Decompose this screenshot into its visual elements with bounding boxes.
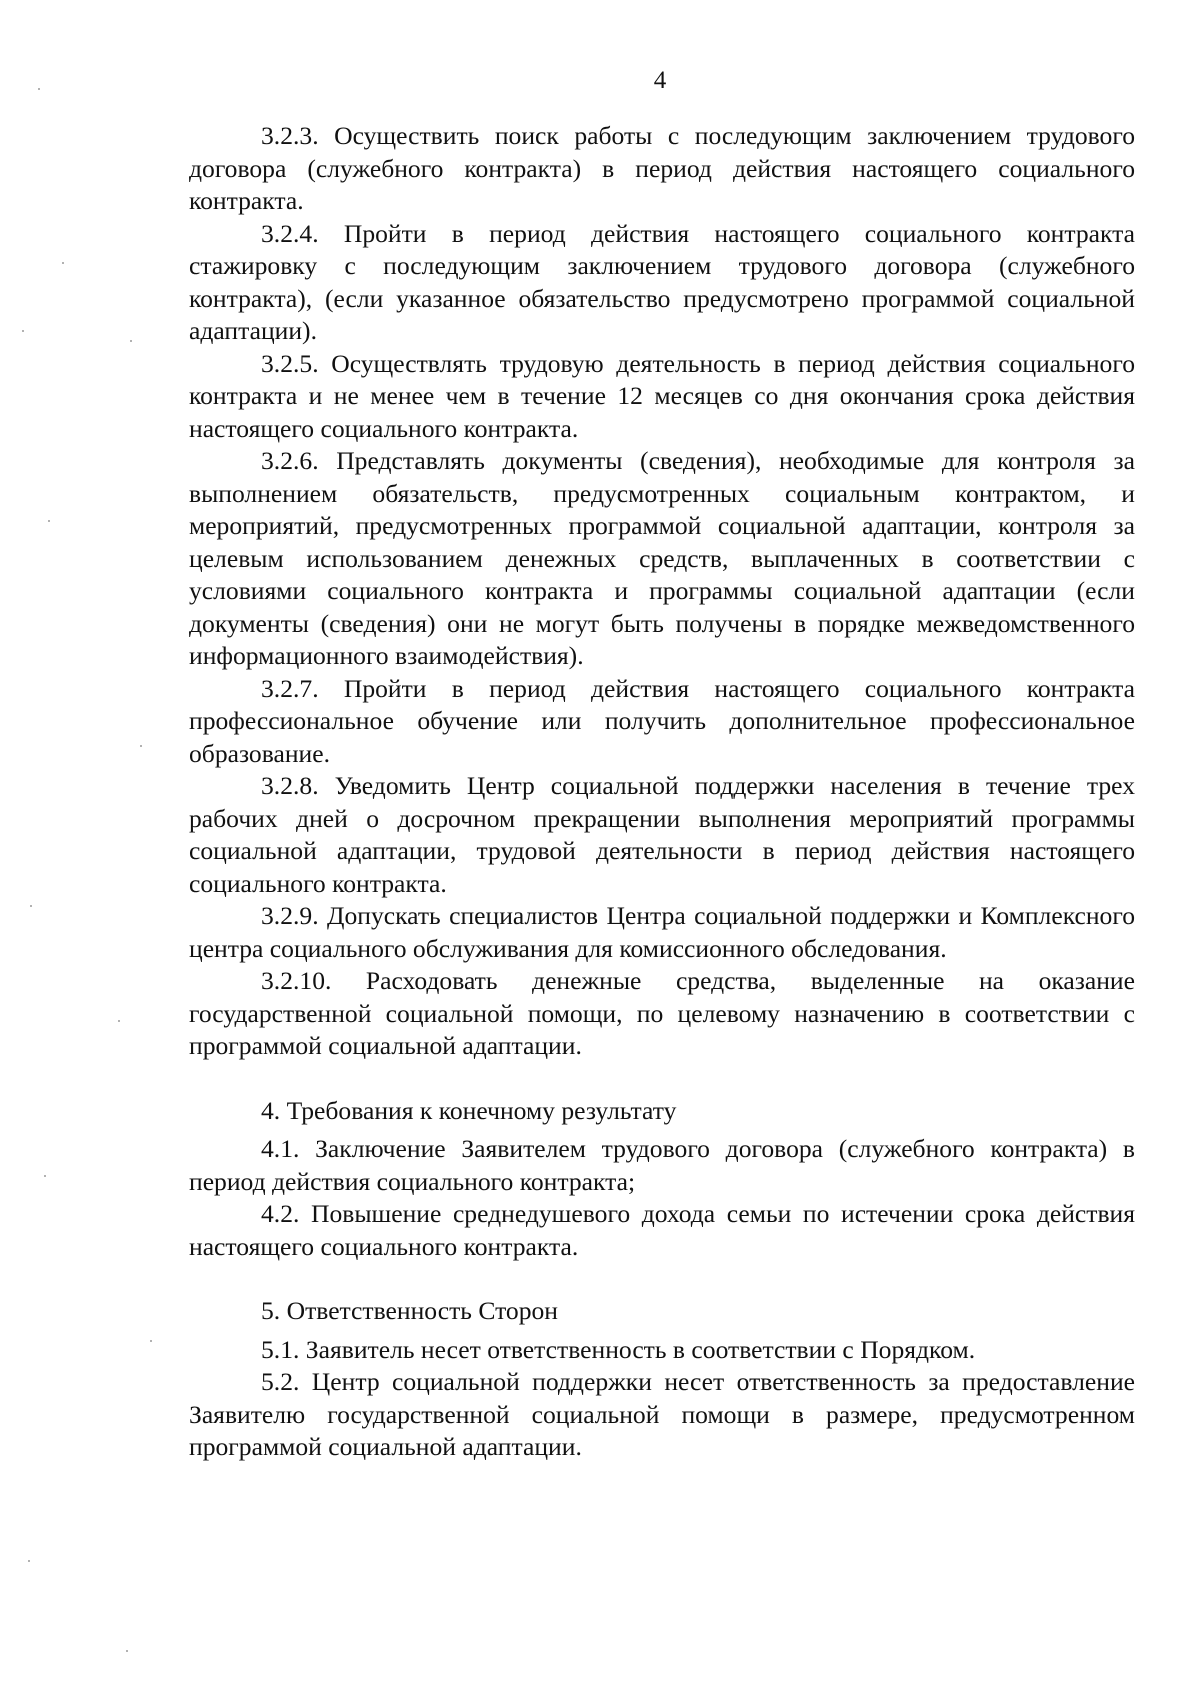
- scan-speck: [38, 88, 40, 90]
- scan-speck: [28, 1560, 30, 1562]
- scan-speck: [126, 1650, 128, 1652]
- scan-speck: [48, 520, 50, 522]
- clause-3-2-6: 3.2.6. Представлять документы (сведения), необходимые для контроля за выполнением обязательств, предусмотренных социальным контрактом, и мероприятий, предусмотренных программой социальной адаптации, контроля за целевым использованием денежных средств, выплаченных в соответствии с условиями социального контракта и программы социальной адаптации (если документы (сведения) они не могут быть получены в порядке межведомственного информационного взаимодействия).: [189, 446, 1135, 670]
- clause-3-2-10: 3.2.10. Расходовать денежные средства, выделенные на оказание государственной социальной помощи, по целевому назначению в соответствии с программой социальной адаптации.: [189, 966, 1135, 1060]
- clause-5-2: 5.2. Центр социальной поддержки несет ответственность за предоставление Заявителю государственной социальной помощи в размере, предусмотренном программой социальной адаптации.: [189, 1367, 1135, 1461]
- section-5-heading: 5. Ответственность Сторон: [261, 1296, 559, 1325]
- clause-3-2-4: 3.2.4. Пройти в период действия настоящего социального контракта стажировку с последующим заключением трудового договора (служебного контракта), (если указанное обязательство предусмотрено программой социальной адаптации).: [189, 218, 1135, 345]
- page-number: 4: [653, 67, 667, 94]
- scan-speck: [22, 330, 24, 332]
- clause-3-2-8: 3.2.8. Уведомить Центр социальной поддержки населения в течение трех рабочих дней о досрочном прекращении выполнения мероприятий программы социальной адаптации, трудовой деятельности в период действия настоящего социального контракта.: [189, 771, 1135, 898]
- scan-speck: [118, 1020, 120, 1022]
- clause-4-2: 4.2. Повышение среднедушевого дохода семьи по истечении срока действия настоящего социального контракта.: [189, 1199, 1135, 1261]
- clause-3-2-5: 3.2.5. Осуществлять трудовую деятельность в период действия социального контракта и не менее чем в течение 12 месяцев со дня окончания срока действия настоящего социального контракта.: [189, 348, 1135, 443]
- section-4-heading: 4. Требования к конечному результату: [261, 1095, 677, 1125]
- clause-4-1: 4.1. Заключение Заявителем трудового договора (служебного контракта) в период действия социального контракта;: [189, 1134, 1135, 1196]
- scan-speck: [150, 1340, 152, 1342]
- scan-speck: [30, 905, 32, 907]
- clause-3-2-7: 3.2.7. Пройти в период действия настоящего социального контракта профессиональное обучение или получить дополнительное профессиональное образование.: [189, 673, 1135, 768]
- scan-speck: [44, 1175, 46, 1177]
- clause-3-2-3: 3.2.3. Осуществить поиск работы с последующим заключением трудового договора (служебного контракта) в период действия настоящего социального контракта.: [189, 121, 1135, 215]
- clause-3-2-9: 3.2.9. Допускать специалистов Центра социальной поддержки и Комплексного центра социального обслуживания для комиссионного обследования.: [189, 901, 1135, 963]
- scan-speck: [140, 745, 142, 747]
- scan-speck: [62, 262, 64, 264]
- scan-speck: [130, 340, 132, 342]
- clause-5-1: 5.1. Заявитель несет ответственность в соответствии с Порядком.: [261, 1334, 976, 1364]
- document-body: [189, 120, 1135, 1464]
